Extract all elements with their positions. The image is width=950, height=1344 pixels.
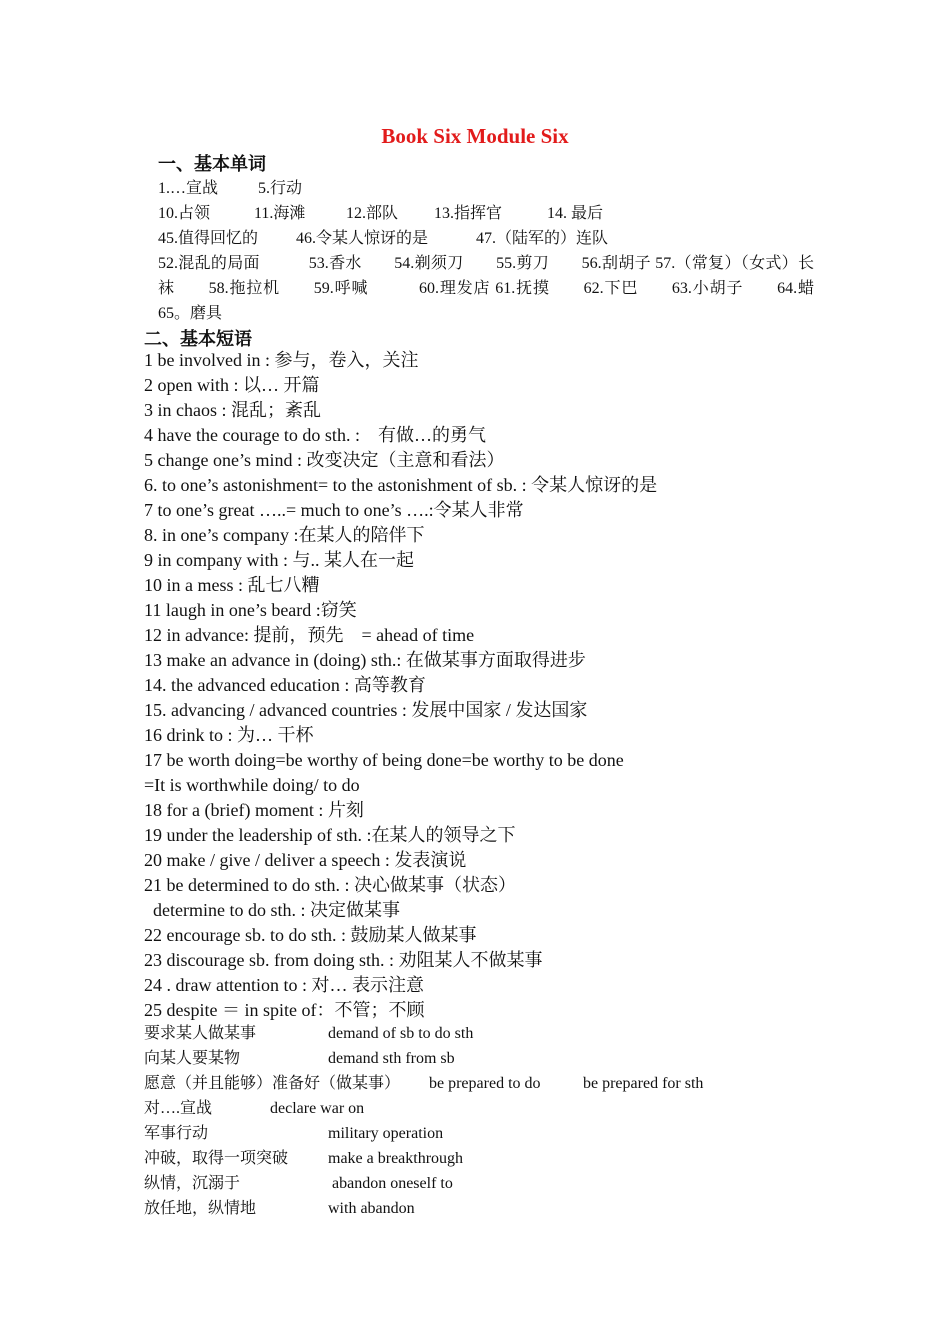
vocab-item: 14. 最后 xyxy=(547,205,604,222)
extra-row-chinese: 对….宣战 xyxy=(144,1100,213,1117)
phrase-item: 9 in company with : 与.. 某人在一起 xyxy=(144,550,414,570)
extra-row xyxy=(144,1121,444,1146)
phrase-item: =It is worthwhile doing/ to do xyxy=(144,775,360,795)
document-title: Book Six Module Six xyxy=(381,124,569,148)
phrase-item: 19 under the leadership of sth. :在某人的领导之下 xyxy=(144,825,516,845)
phrase-item: determine to do sth. : 决定做某事 xyxy=(153,900,400,920)
section-heading-phrases: 二、基本短语 xyxy=(144,329,252,349)
phrase-item: 25 despite ＝ in spite of：不管；不顾 xyxy=(144,1000,425,1020)
vocab-line-2 xyxy=(158,201,814,226)
vocab-item: 11.海滩 xyxy=(254,205,306,222)
extra-row xyxy=(144,1021,474,1046)
extra-row-english: be prepared to do xyxy=(429,1075,541,1092)
extra-row-english: demand sth from sb xyxy=(328,1050,455,1067)
phrase-item: 6. to one’s astonishment= to the astonishment of sb. : 令某人惊讶的是 xyxy=(144,475,658,495)
vocab-line-3 xyxy=(158,226,814,251)
vocab-item: 1.…宣战 xyxy=(158,180,219,197)
phrase-list xyxy=(144,348,657,1023)
extra-row-chinese: 向某人要某物 xyxy=(144,1050,241,1067)
extra-row-chinese: 冲破，取得一项突破 xyxy=(144,1150,289,1167)
phrase-item: 13 make an advance in (doing) sth.: 在做某事方面取得进步 xyxy=(144,650,586,670)
extra-row xyxy=(144,1096,400,1121)
phrase-item: 4 have the courage to do sth. : 有做…的勇气 xyxy=(144,425,486,445)
phrase-item: 24 . draw attention to : 对… 表示注意 xyxy=(144,975,424,995)
phrase-item: 23 discourage sb. from doing sth. : 劝阻某人不做某事 xyxy=(144,950,543,970)
phrase-item: 11 laugh in one’s beard :窃笑 xyxy=(144,600,357,620)
phrase-item: 20 make / give / deliver a speech : 发表演说 xyxy=(144,850,467,870)
extra-row xyxy=(144,1071,704,1096)
extra-row-english: declare war on xyxy=(270,1100,365,1117)
extra-row-chinese: 愿意（并且能够）准备好（做某事） xyxy=(144,1075,401,1092)
vocab-item: 12.部队 xyxy=(346,205,399,222)
extra-row-english: military operation xyxy=(328,1125,444,1142)
vocab-item: 10.占领 xyxy=(158,205,211,222)
phrase-item: 22 encourage sb. to do sth. : 鼓励某人做某事 xyxy=(144,925,477,945)
vocab-line-1 xyxy=(158,176,814,201)
phrase-item: 16 drink to : 为… 干杯 xyxy=(144,725,314,745)
phrase-item: 21 be determined to do sth. : 决心做某事（状态） xyxy=(144,875,516,895)
phrase-item: 5 change one’s mind : 改变决定（主意和看法） xyxy=(144,450,505,470)
extra-row-chinese: 纵情，沉溺于 xyxy=(144,1175,241,1192)
extra-row-english-2: be prepared for sth xyxy=(583,1075,704,1092)
extra-row xyxy=(144,1196,415,1221)
extra-row xyxy=(144,1046,455,1071)
extra-row-chinese: 放任地，纵情地 xyxy=(144,1200,257,1217)
phrase-item: 7 to one’s great …..= much to one’s ….:令某人非常 xyxy=(144,500,524,520)
phrase-item: 18 for a (brief) moment : 片刻 xyxy=(144,800,364,820)
phrase-item: 3 in chaos : 混乱；紊乱 xyxy=(144,400,321,420)
extra-row-english: make a breakthrough xyxy=(328,1150,464,1167)
extra-row-english: with abandon xyxy=(328,1200,415,1217)
section-heading-words: 一、基本单词 xyxy=(158,154,266,174)
vocab-item: 47.（陆军的）连队 xyxy=(476,230,609,247)
phrase-item: 12 in advance: 提前，预先 = ahead of time xyxy=(144,625,475,645)
extra-row-english: abandon oneself to xyxy=(328,1175,453,1192)
phrase-item: 17 be worth doing=be worthy of being done=be worthy to be done xyxy=(144,750,624,770)
extra-row-chinese: 要求某人做某事 xyxy=(144,1025,257,1042)
vocab-item: 46.令某人惊讶的是 xyxy=(296,230,429,247)
extra-phrase-list xyxy=(144,1021,704,1221)
phrase-item: 15. advancing / advanced countries : 发展中国家 / 发达国家 xyxy=(144,700,588,720)
extra-row xyxy=(144,1171,453,1196)
vocab-item: 5.行动 xyxy=(258,180,303,197)
extra-row xyxy=(144,1146,464,1171)
vocab-line-4: 52.混乱的局面 53.香水 54.剃须刀 55.剪刀 56.刮胡子 57.（常复）（女式）长袜 58.拖拉机 59.呼喊 60.理发店 61.抚摸 62.下巴 63.小胡子 64.蜡 65。磨具 xyxy=(158,255,847,322)
extra-row-english: demand of sb to do sth xyxy=(328,1025,474,1042)
vocab-list xyxy=(158,176,847,326)
phrase-item: 2 open with : 以… 开篇 xyxy=(144,375,320,395)
phrase-item: 10 in a mess : 乱七八糟 xyxy=(144,575,320,595)
phrase-item: 1 be involved in : 参与，卷入，关注 xyxy=(144,350,419,370)
vocab-item: 13.指挥官 xyxy=(434,205,503,222)
phrase-item: 8. in one’s company :在某人的陪伴下 xyxy=(144,525,425,545)
extra-row-chinese: 军事行动 xyxy=(144,1125,209,1142)
phrase-item: 14. the advanced education : 高等教育 xyxy=(144,675,426,695)
vocab-item: 45.值得回忆的 xyxy=(158,230,259,247)
